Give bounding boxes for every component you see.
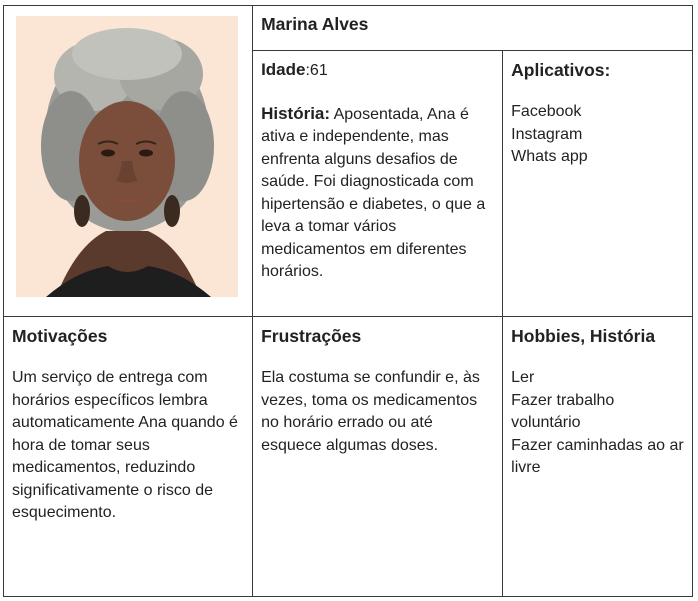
history-text: Aposentada, Ana é ativa e independente, mas enfrenta alguns desafios de saúde. Foi diagnosticada com hipertensão e diabetes, o que a leva a tomar vários medicamentos em diferentes horários. bbox=[261, 105, 486, 280]
apps-cell bbox=[503, 51, 693, 317]
age-value: :61 bbox=[305, 62, 328, 79]
history-label: História: bbox=[261, 103, 331, 123]
frustrations-cell bbox=[253, 317, 503, 597]
age-label: Idade bbox=[261, 60, 306, 79]
persona-name: Marina Alves bbox=[261, 14, 369, 34]
age-line bbox=[261, 59, 494, 83]
app-item: Facebook bbox=[511, 103, 582, 120]
persona-photo bbox=[16, 16, 238, 297]
app-item: Whats app bbox=[511, 148, 588, 165]
photo-cell bbox=[4, 6, 253, 317]
age-history-cell bbox=[253, 51, 503, 317]
motivations-header: Motivações bbox=[12, 326, 108, 346]
hobby-item: Fazer caminhadas ao ar livre bbox=[511, 436, 684, 476]
motivations-cell bbox=[4, 317, 253, 597]
name-cell bbox=[253, 6, 693, 51]
frustrations-text: Ela costuma se confundir e, às vezes, toma os medicamentos no horário errado ou até esquece algumas doses. bbox=[261, 369, 480, 454]
history-paragraph bbox=[261, 103, 494, 284]
frustrations-header: Frustrações bbox=[261, 326, 362, 346]
apps-header: Aplicativos: bbox=[511, 60, 611, 80]
hobby-item: Fazer trabalho voluntário bbox=[511, 391, 615, 431]
hobbies-cell bbox=[503, 317, 693, 597]
motivations-text: Um serviço de entrega com horários específicos lembra automaticamente Ana quando é hora de tomar seus medicamentos, reduzindo significativamente o risco de esquecimento. bbox=[12, 369, 238, 521]
hobbies-header: Hobbies, História bbox=[511, 326, 656, 346]
app-item: Instagram bbox=[511, 125, 583, 143]
hobby-item: Ler bbox=[511, 369, 535, 386]
persona-table bbox=[3, 5, 693, 597]
elderly-woman-portrait-icon bbox=[16, 16, 238, 297]
